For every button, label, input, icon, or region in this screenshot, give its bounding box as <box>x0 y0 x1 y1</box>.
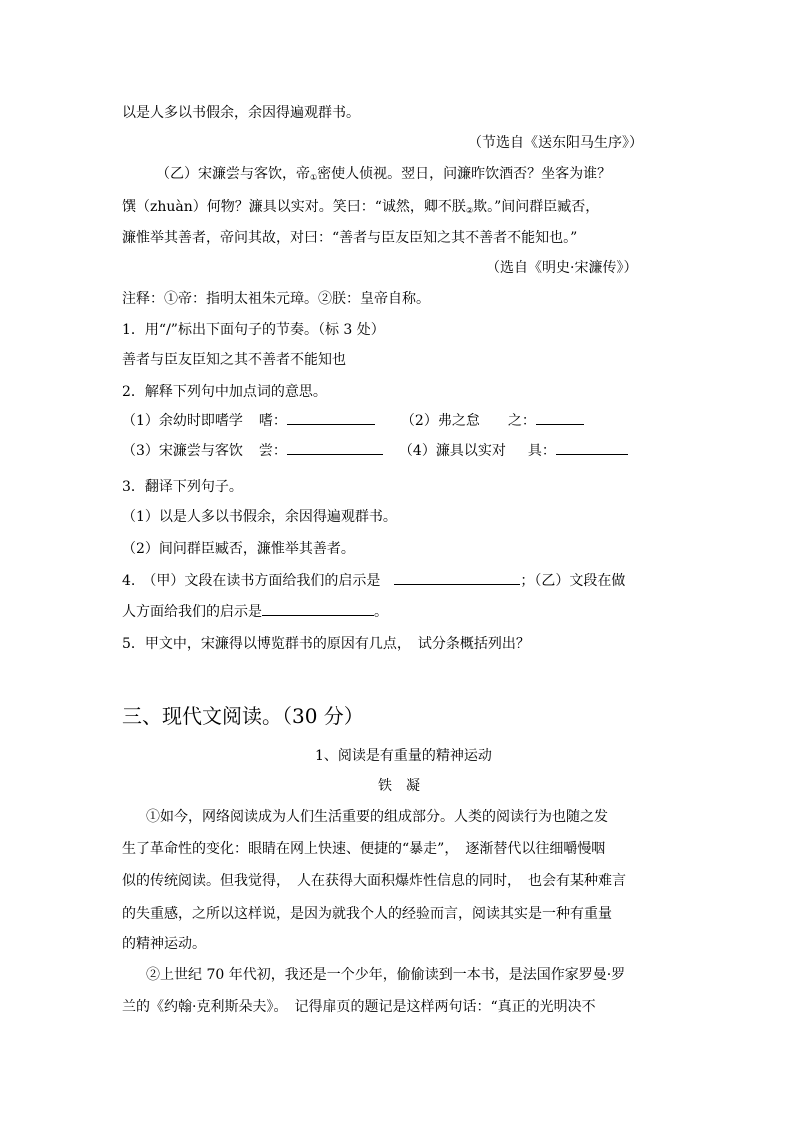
q3-sentence-1: （1）以是人多以书假余，余因得遍观群书。 <box>122 509 397 525</box>
answer-blank-ju[interactable] <box>556 440 628 455</box>
para-2-line-1: ②上世纪 70 年代初，我还是一个少年，偷偷读到一本书，是法国作家罗曼·罗 <box>146 967 626 983</box>
answer-blank-q4-jia[interactable] <box>394 570 520 585</box>
answer-blank-q4-yi[interactable] <box>262 601 374 616</box>
yi-source: （选自《明史·宋濂传》） <box>486 260 638 276</box>
q4-line-1: 4. （甲）文段在读书方面给我们的启示是 ；（乙）文段在做 <box>122 570 625 590</box>
para-1-line-3: 似的传统阅读。但我觉得， 人在获得大面积爆炸性信息的同时， 也会有某种难言 <box>122 873 626 889</box>
answer-blank-chang[interactable] <box>287 440 383 455</box>
q2-row-1: （1）余幼时即嗜学 嗜： （2）弗之怠 之： <box>122 410 584 430</box>
para-1-line-1: ①如今，网络阅读成为人们生活重要的组成部分。人类的阅读行为也随之发 <box>146 809 608 825</box>
answer-blank-zhi[interactable] <box>536 410 584 425</box>
q3-stem: 3．翻译下列句子。 <box>122 479 243 495</box>
annotation-note: 注释：①帝：指明太祖朱元璋。②朕：皇帝自称。 <box>122 291 430 307</box>
jia-source: （节选自《送东阳马生序》） <box>468 135 643 151</box>
para-1-line-2: 生了革命性的变化：眼睛在网上快速、便捷的“暴走”， 逐渐替代以往细嚼慢咽 <box>122 841 606 857</box>
q2-stem: 2．解释下列句中加点词的意思。 <box>122 384 327 400</box>
section-3-heading: 三、现代文阅读。（30 分） <box>122 704 364 728</box>
jia-last-line: 以是人多以书假余，余因得遍观群书。 <box>122 105 360 121</box>
article-author: 铁 凝 <box>378 778 420 794</box>
q1-sentence: 善者与臣友臣知之其不善者不能知也 <box>122 352 346 368</box>
q2-row-2: （3）宋濂尝与客饮 尝： （4）濂具以实对 具： <box>122 440 628 460</box>
note-marker-1: ① <box>310 173 318 182</box>
q1-stem: 1．用“/”标出下面句子的节奏。（标 3 处） <box>122 322 385 338</box>
yi-line-1: （乙）宋濂尝与客饮，帝①密使人侦视。翌日，问濂昨饮酒否？坐客为谁？ <box>156 166 612 182</box>
yi-line-3: 濂惟举其善者，帝问其故，对曰：“善者与臣友臣知之其不善者不能知也。” <box>122 230 578 246</box>
yi-line-2: 馔（zhuàn）何物？濂具以实对。笑曰：“诚然，卿不朕②欺。”间问群臣臧否， <box>122 199 600 215</box>
note-marker-2: ② <box>465 206 474 215</box>
para-1-line-5: 的精神运动。 <box>122 936 206 952</box>
q3-sentence-2: （2）间问群臣臧否，濂惟举其善者。 <box>122 541 355 557</box>
question-5: 5．甲文中，宋濂得以博览群书的原因有几点， 试分条概括列出？ <box>122 636 530 652</box>
article-title: 1、阅读是有重量的精神运动 <box>315 748 492 764</box>
para-2-line-2: 兰的《约翰·克利斯朵夫》。 记得扉页的题记是这样两句话：“真正的光明决不 <box>122 999 596 1015</box>
para-1-line-4: 的失重感，之所以这样说，是因为就我个人的经验而言，阅读其实是一种有重量 <box>122 906 612 922</box>
answer-blank-shi[interactable] <box>287 410 375 425</box>
q4-line-2: 人方面给我们的启示是 。 <box>122 601 388 621</box>
